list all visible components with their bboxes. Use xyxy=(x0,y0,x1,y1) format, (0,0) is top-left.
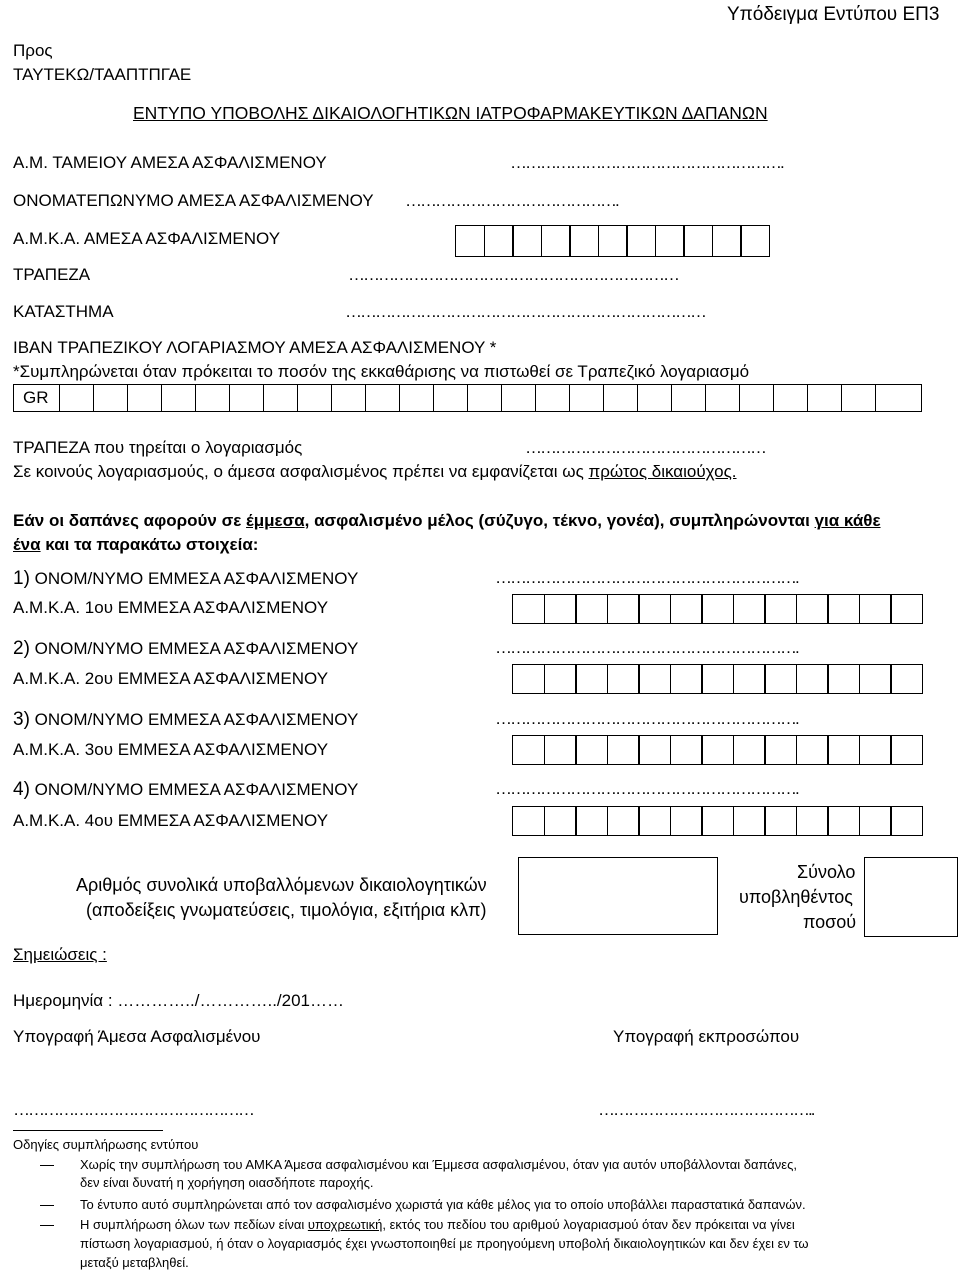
account-bank-field[interactable]: ………………………………………… xyxy=(525,438,765,457)
dependent-4-amka-label: Α.Μ.Κ.Α. 4ου ΕΜΜΕΣΑ ΑΣΦΑΛΙΣΜΕΝΟΥ xyxy=(13,811,329,830)
iban-field[interactable] xyxy=(13,384,922,412)
docs-count-label-line2: (αποδείξεις γνωματεύσεις, τιμολόγια, εξιτήρια κλπ) xyxy=(86,900,487,920)
recipient-org: ΤΑΥΤΕΚΩ/ΤΑΑΠΤΠΓΑΕ xyxy=(13,65,192,84)
instruction-3-line2: πίστωση λογαριασμού, ή όταν ο λογαριασμός έχει γνωστοποιηθεί με προηγούμενη υποβολή δικαιολογητικών και δεν έχει εν τω xyxy=(80,1236,809,1251)
instruction-1-line1: Χωρίς την συμπλήρωση του ΑΜΚΑ Άμεσα ασφαλισμένου και Έμμεσα ασφαλισμένου, όταν για αυτόν υποβάλλονται δαπάνες, xyxy=(80,1157,797,1172)
dependent-3-amka-label: Α.Μ.Κ.Α. 3ου ΕΜΜΕΣΑ ΑΣΦΑΛΙΣΜΕΝΟΥ xyxy=(13,740,329,759)
bank-field[interactable]: ………………………………………………………… xyxy=(348,265,678,284)
notes-label: Σημειώσεις : xyxy=(13,945,107,964)
form-title: ΕΝΤΥΠΟ ΥΠΟΒΟΛΗΣ ΔΙΚΑΙΟΛΟΓΗΤΙΚΩΝ ΙΑΤΡΟΦΑΡΜΑΚΕΥΤΙΚΩΝ ΔΑΠΑΝΩΝ xyxy=(133,103,768,123)
representative-signature-field[interactable]: …………………………………….. xyxy=(598,1100,814,1119)
dependent-4-name-label: 4) ΟΝΟΜ/ΝΥΜΟ ΕΜΜΕΣΑ ΑΣΦΑΛΙΣΜΕΝΟΥ xyxy=(13,779,359,800)
instructions-title: Οδηγίες συμπλήρωσης εντύπου xyxy=(13,1137,199,1152)
instruction-1-line2: δεν είναι δυνατή η χορήγηση οιασδήποτε παροχής. xyxy=(80,1175,374,1190)
docs-count-box[interactable] xyxy=(518,857,718,935)
insured-name-field[interactable]: ……………………………………. xyxy=(405,191,618,210)
iban-note: *Συμπληρώνεται όταν πρόκειται το ποσόν της εκκαθάρισης να πιστωθεί σε Τραπεζικό λογαριασμό xyxy=(13,362,750,381)
dependent-2-amka-boxes[interactable] xyxy=(512,664,922,694)
dependent-3-amka-boxes[interactable] xyxy=(512,735,922,765)
form-code: Υπόδειγμα Εντύπου ΕΠ3 xyxy=(727,4,940,25)
total-amount-box[interactable] xyxy=(864,857,958,937)
bullet-dash-1 xyxy=(40,1165,54,1166)
dependent-2-name-field[interactable]: ……………………………………………………. xyxy=(495,638,798,657)
account-bank-label: ΤΡΑΠΕΖΑ που τηρείται ο λογαριασμός xyxy=(13,438,303,457)
total-amount-label-line3: ποσού xyxy=(803,912,857,932)
dependent-1-name-field[interactable]: ……………………………………………………. xyxy=(495,568,798,587)
instructions-divider xyxy=(13,1130,163,1131)
dependents-intro-line2: ένα και τα παρακάτω στοιχεία: xyxy=(13,535,259,554)
dependent-1-name-label: 1) ΟΝΟΜ/ΝΥΜΟ ΕΜΜΕΣΑ ΑΣΦΑΛΙΣΜΕΝΟΥ xyxy=(13,568,359,589)
date-field[interactable]: Ημερομηνία : …………../…………../201…… xyxy=(13,991,345,1010)
iban-label: IBAN ΤΡΑΠΕΖΙΚΟΥ ΛΟΓΑΡΙΑΣΜΟΥ ΑΜΕΣΑ ΑΣΦΑΛΙΣΜΕΝΟΥ * xyxy=(13,338,497,357)
iban-prefix: GR xyxy=(23,388,49,407)
fund-am-label: Α.Μ. ΤΑΜΕΙΟΥ ΑΜΕΣΑ ΑΣΦΑΛΙΣΜΕΝΟΥ xyxy=(13,153,327,172)
dependent-3-name-label: 3) ΟΝΟΜ/ΝΥΜΟ ΕΜΜΕΣΑ ΑΣΦΑΛΙΣΜΕΝΟΥ xyxy=(13,709,359,730)
bullet-dash-3 xyxy=(40,1225,54,1226)
docs-count-label-line1: Αριθμός συνολικά υποβαλλόμενων δικαιολογητικών xyxy=(76,875,487,895)
branch-field[interactable]: ……………………………………………………………… xyxy=(345,302,705,321)
instruction-3-line3: μεταξύ μεταβληθεί. xyxy=(80,1255,189,1270)
bank-label: ΤΡΑΠΕΖΑ xyxy=(13,265,91,284)
dependent-2-name-label: 2) ΟΝΟΜ/ΝΥΜΟ ΕΜΜΕΣΑ ΑΣΦΑΛΙΣΜΕΝΟΥ xyxy=(13,638,359,659)
dependent-4-name-field[interactable]: ……………………………………………………. xyxy=(495,779,798,798)
joint-account-note: Σε κοινούς λογαριασμούς, ο άμεσα ασφαλισμένος πρέπει να εμφανίζεται ως πρώτος δικαιούχος. xyxy=(13,462,737,481)
dependent-1-amka-boxes[interactable] xyxy=(512,594,922,624)
representative-signature-label: Υπογραφή εκπροσώπου xyxy=(613,1027,800,1046)
total-amount-label-line1: Σύνολο xyxy=(797,862,856,882)
total-amount-label-line2: υποβληθέντος xyxy=(739,887,853,907)
insured-amka-label: Α.Μ.Κ.Α. ΑΜΕΣΑ ΑΣΦΑΛΙΣΜΕΝΟΥ xyxy=(13,229,281,248)
instruction-2: Το έντυπο αυτό συμπληρώνεται από τον ασφαλισμένο χωριστά για κάθε μέλος για το οποίο υποβάλλει παραστατικά δαπανών. xyxy=(80,1197,806,1212)
fund-am-field[interactable]: ………………………………………………. xyxy=(510,153,783,172)
dependents-intro-line1: Εάν οι δαπάνες αφορούν σε έμμεσα, ασφαλισμένο μέλος (σύζυγο, τέκνο, γονέα), συμπληρώνονται για κάθε xyxy=(13,511,881,530)
insured-signature-field[interactable]: ………………………………………… xyxy=(13,1100,253,1119)
bullet-dash-2 xyxy=(40,1205,54,1206)
dependent-2-amka-label: Α.Μ.Κ.Α. 2ου ΕΜΜΕΣΑ ΑΣΦΑΛΙΣΜΕΝΟΥ xyxy=(13,669,329,688)
dependent-3-name-field[interactable]: ……………………………………………………. xyxy=(495,709,798,728)
insured-name-label: ΟΝΟΜΑΤΕΠΩΝΥΜΟ ΑΜΕΣΑ ΑΣΦΑΛΙΣΜΕΝΟΥ xyxy=(13,191,374,210)
insured-signature-label: Υπογραφή Άμεσα Ασφαλισμένου xyxy=(13,1027,261,1046)
branch-label: ΚΑΤΑΣΤΗΜΑ xyxy=(13,302,114,321)
dependent-4-amka-boxes[interactable] xyxy=(512,806,922,836)
dependent-1-amka-label: Α.Μ.Κ.Α. 1ου ΕΜΜΕΣΑ ΑΣΦΑΛΙΣΜΕΝΟΥ xyxy=(13,598,329,617)
instruction-3-line1: Η συμπλήρωση όλων των πεδίων είναι υποχρεωτική, εκτός του πεδίου του αριθμού λογαριασμού όταν δεν πρόκειται να γίνει xyxy=(80,1217,795,1232)
insured-amka-boxes[interactable] xyxy=(455,225,769,257)
recipient-label: Προς xyxy=(13,41,53,60)
